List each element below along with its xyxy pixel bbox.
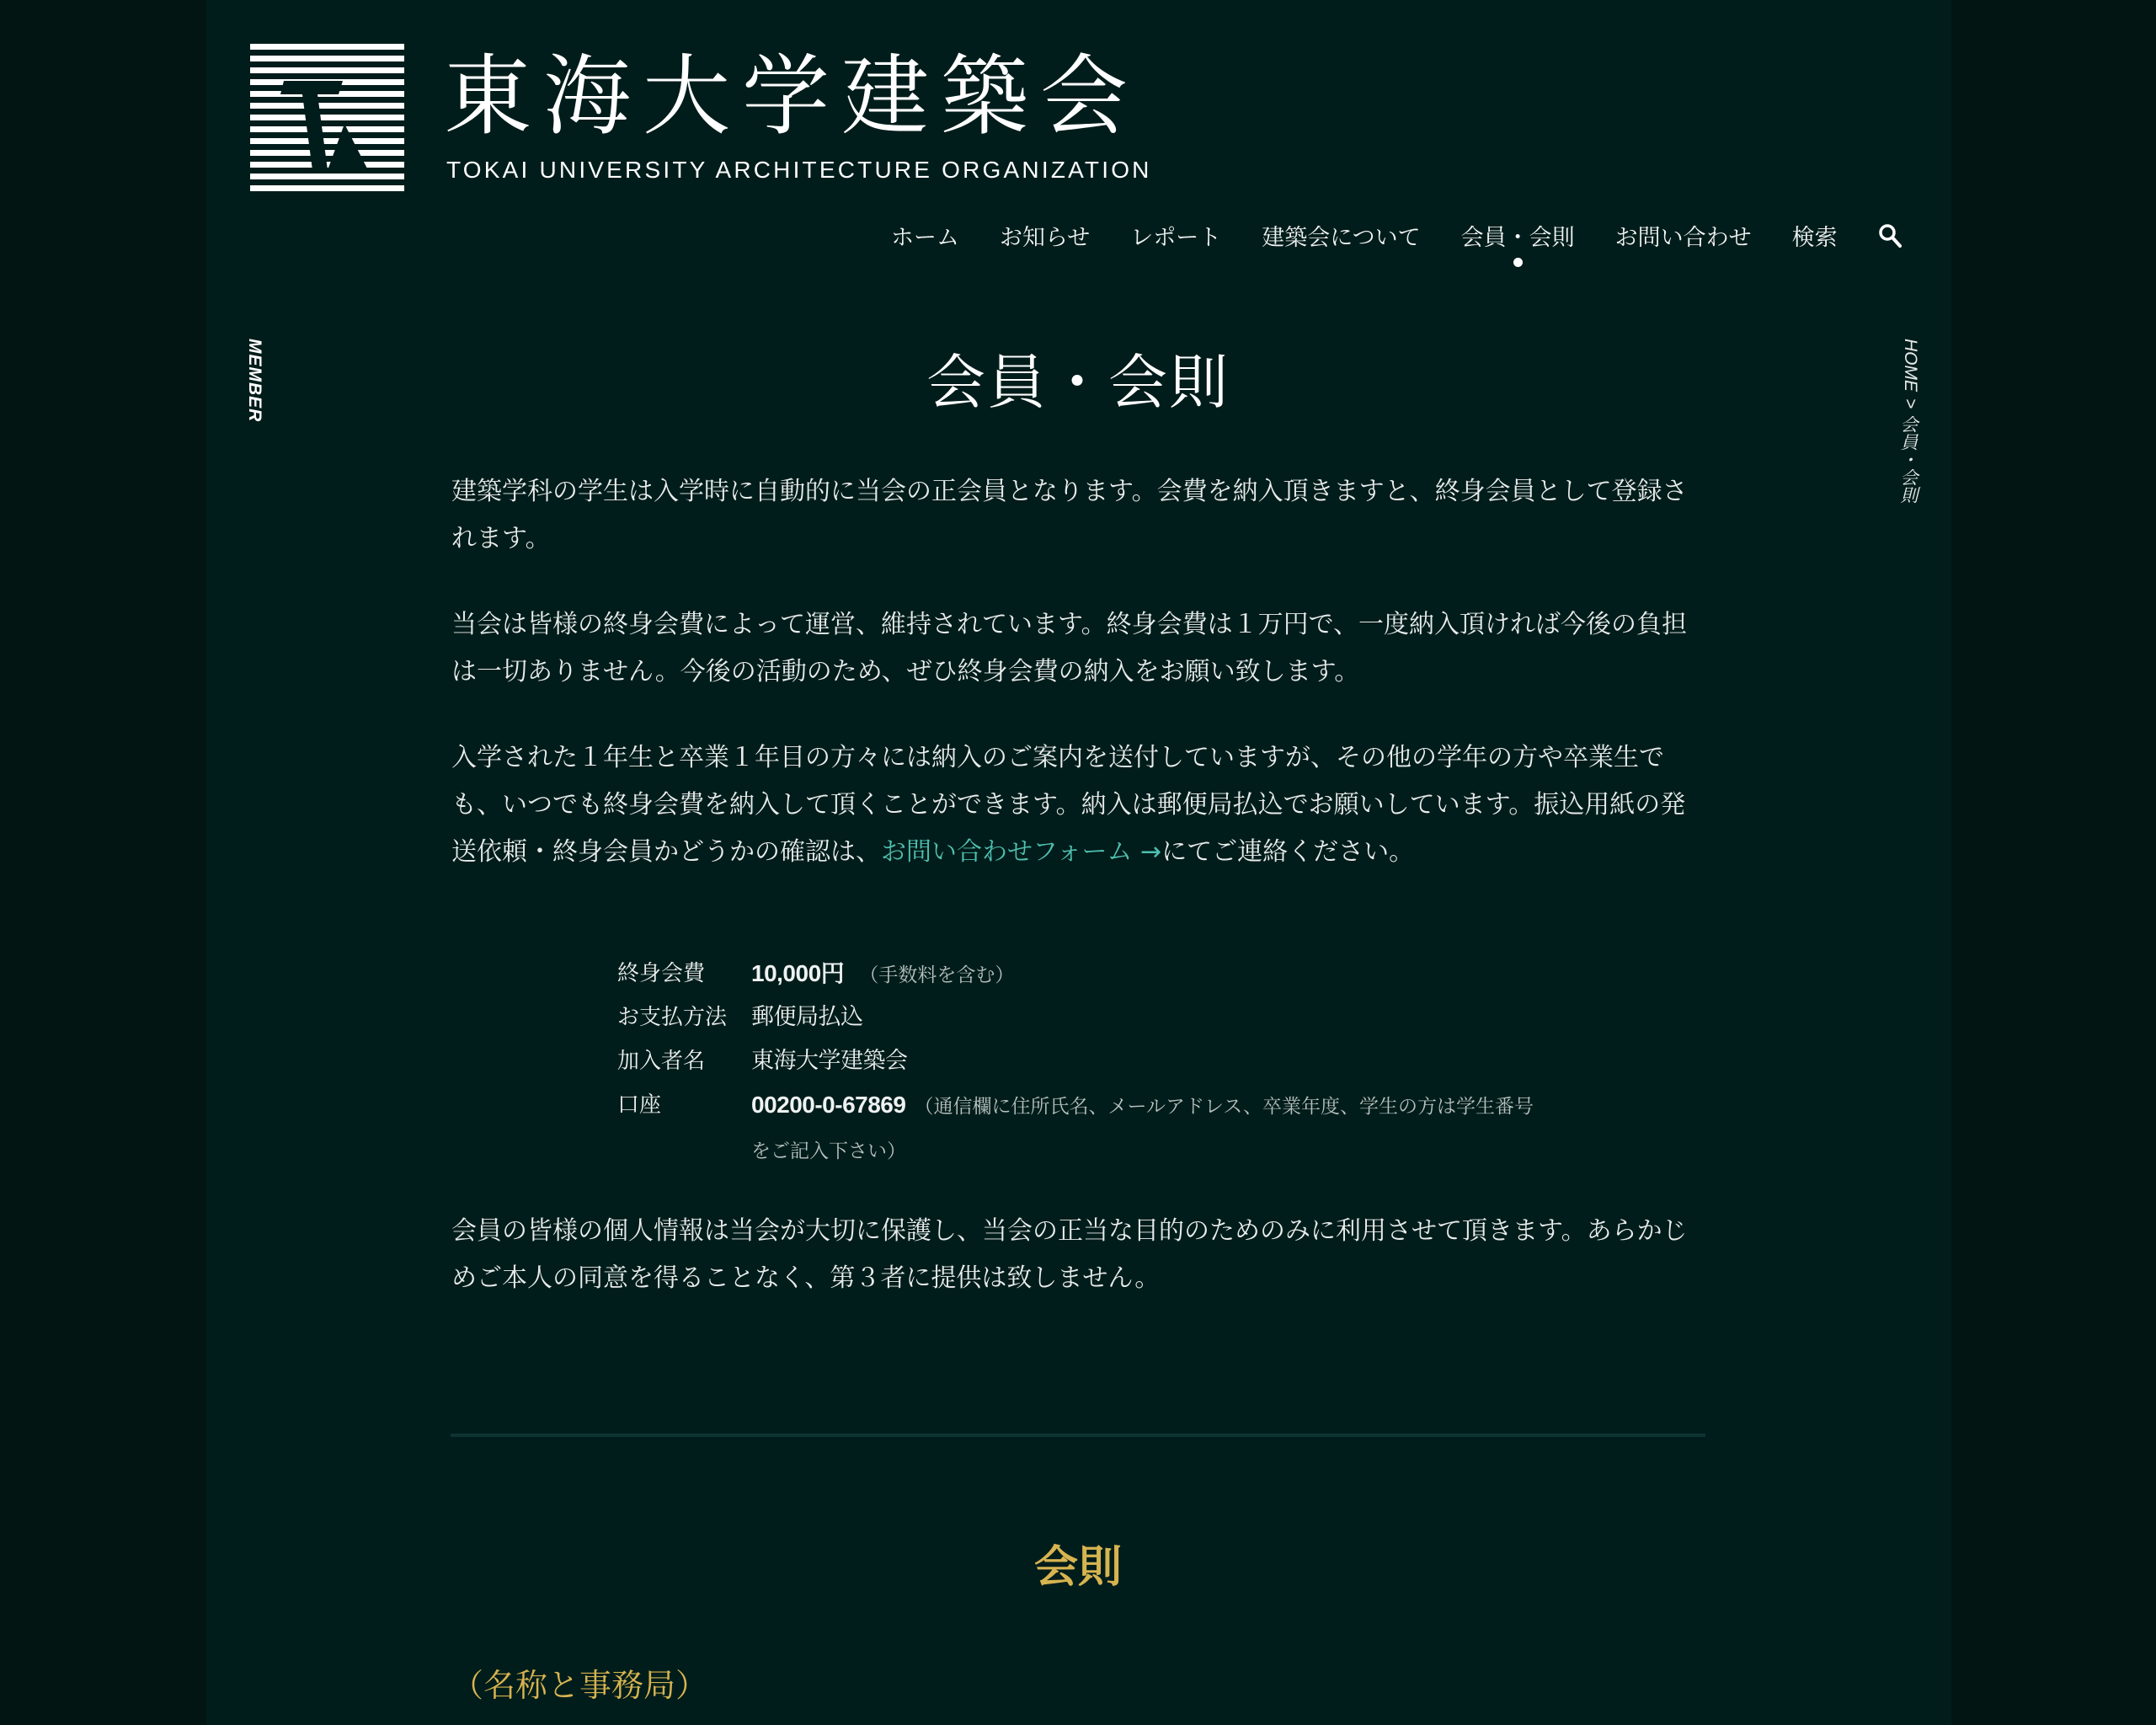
intro-content [451,468,1706,915]
breadcrumb-separator: > [1901,398,1920,409]
intro-paragraph-2: 当会は皆様の終身会費によって運営、維持されています。終身会費は１万円で、一度納入頂ければ今後の負担は一切ありません。今後の活動のため、ぜひ終身会費の納入をお願い致します。 [451,610,1687,686]
fee-table [617,952,1534,1173]
intro-paragraph-3-tail: にてご連絡ください。 [1161,837,1415,867]
nav-item-news[interactable]: お知らせ [1000,225,1091,251]
breadcrumb-current: 会員・会則 [1898,415,1918,505]
fee-label: 終身会費 [617,961,706,986]
fee-label: 口座 [617,1092,662,1118]
fee-note: （通信欄に住所氏名、メールアドレス、卒業年度、学生の方は学生番号をご記入下さい） [751,1096,1534,1162]
nav-item-search[interactable]: 検索 [1791,225,1838,251]
contact-form-link[interactable]: お問い合わせフォーム → [881,837,1162,867]
intro-paragraph-3-text: 入学された１年生と卒業１年目の方々には納入のご案内を送付していますが、その他の学年の方や卒業生でも、いつでも終身会費を納入して頂くことができます。納入は郵便局払込でお願いしています。振込用紙の発送依頼・終身会員かどうかの確認は、 [451,743,1686,867]
nav-item-member[interactable] [1461,219,1575,252]
fee-label: お支払方法 [617,1005,728,1030]
fee-value: 郵便局払込 [751,1004,863,1030]
page-title: 会員・会則 [926,348,1230,417]
tokai-architecture-logo[interactable] [250,44,404,197]
site-title[interactable]: 東海大学建築会 [444,45,1140,147]
fee-row-account-name [617,1039,1534,1083]
intro-paragraph-3 [451,734,1706,876]
breadcrumb-home[interactable]: HOME [1901,339,1920,392]
account-number: 00200-0-67869 [751,1092,906,1118]
section-title: 会則 [1033,1542,1122,1593]
main-nav [891,219,1902,252]
intro-paragraph-1: 建築学科の学生は入学時に自動的に当会の正会員となります。会費を納入頂きますと、終身会員として登録されます。 [451,477,1688,553]
section-side-label: MEMBER [245,339,264,423]
nav-item-member-label: 会員・会則 [1460,225,1575,251]
fee-row-lifetime [617,952,1534,996]
section-divider [451,1434,1705,1437]
nav-item-report[interactable]: レポート [1130,225,1222,251]
nav-item-about[interactable]: 建築会について [1262,225,1421,251]
privacy-paragraph: 会員の皆様の個人情報は当会が大切に保護し、当会の正当な目的のためのみに利用させて頂きます。あらかじめご本人の同意を得ることなく、第３者に提供は致しません。 [451,1216,1688,1293]
fee-value: 東海大学建築会 [751,1048,908,1074]
nav-item-contact[interactable]: お問い合わせ [1614,225,1752,251]
subsection-title: （名称と事務局） [451,1667,708,1704]
fee-note: （手数料を含む） [859,964,1015,986]
fee-row-account [617,1083,1534,1173]
fee-value: 10,000円 [751,960,845,986]
site-subtitle: TOKAI UNIVERSITY ARCHITECTURE ORGANIZATION [446,157,1152,183]
fee-row-payment-method [617,996,1534,1039]
fee-label: 加入者名 [617,1049,706,1074]
search-icon[interactable] [1878,223,1902,248]
nav-item-home[interactable]: ホーム [891,225,959,251]
